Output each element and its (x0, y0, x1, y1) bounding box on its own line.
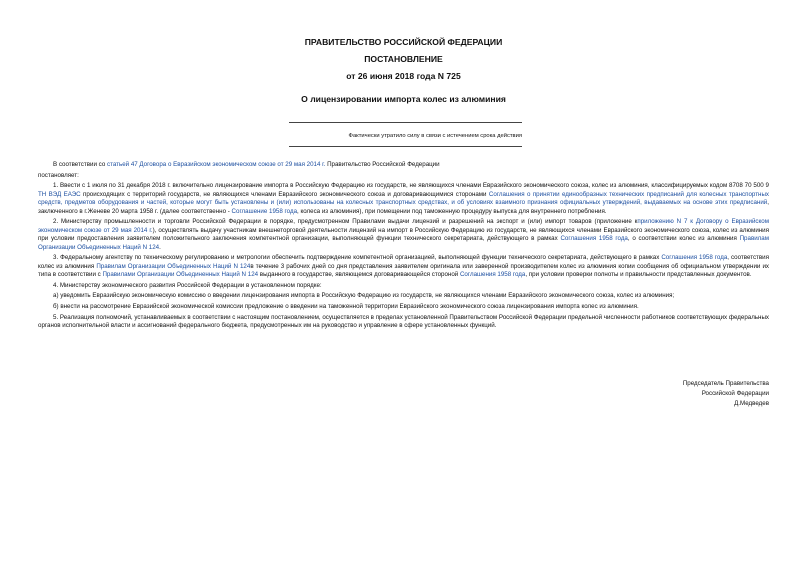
paragraph-text: Правительство Российской Федерации (325, 161, 440, 168)
paragraph-text: 4. Министерству экономического развития Российской Федерации в установленном порядке: (53, 281, 322, 289)
legal-reference-link[interactable]: ТН ВЭД ЕАЭС (38, 190, 81, 198)
legal-reference-link[interactable]: Соглашения 1958 года (661, 254, 728, 262)
document-body (38, 161, 769, 333)
paragraph-text: , соответствия колес из алюминия (38, 254, 769, 270)
paragraph-text: в течение 3 рабочих дней со дня представления заявителем оригинала или заверенной производителем колес из алюминия копии сообщения об официальном утверждении их типа в соответствии с (38, 262, 770, 279)
body-paragraph (38, 303, 769, 311)
body-paragraph (38, 182, 769, 216)
body-paragraph (38, 314, 769, 331)
paragraph-text: , заключенного в г.Женеве 20 марта 1958 г. (далее соответственно - (38, 199, 769, 215)
paragraph-text: а) уведомить Евразийскую экономическую комиссию о введении лицензирования импорта в Российскую Федерацию из государств, не являющихся членами Евразийского экономического союза, колес из алюминия; (53, 292, 675, 300)
divider-top (289, 122, 522, 123)
legal-reference-link[interactable]: Правилам Организации Объединенных Наций N 124 (96, 262, 251, 270)
paragraph-text: , колеса из алюминия), при помещении под таможенную процедуру выпуска для внутреннего потребления. (297, 207, 607, 215)
signature-block (569, 379, 769, 410)
body-paragraph (38, 292, 769, 300)
legal-reference-link[interactable]: Соглашения 1958 года (560, 235, 628, 243)
paragraph-text: происходящих с территорий государств, не являющихся членами Евразийского экономического союза и договаривающимися сторонами (80, 190, 489, 198)
document-type: ПОСТАНОВЛЕНИЕ (364, 54, 443, 64)
body-paragraph (38, 218, 769, 252)
signature-name: Д.Медведев (734, 400, 769, 408)
legal-reference-link[interactable]: Правилами Организации Объединенных Наций N 124 (102, 271, 259, 279)
legal-reference-link[interactable]: Соглашение 1958 года (231, 207, 298, 215)
paragraph-text: В соответствии со (53, 161, 107, 168)
paragraph-text: постановляет: (38, 171, 79, 179)
legal-reference-link[interactable]: Соглашения о принятии единообразных технических предписаний для колесных транспортных средств, предметов оборудования и частей, которые могут быть установлены и (или) использованы на колесных транспортных средствах, и об условиях взаимного признания официальных утверждений, выдаваемых на основе этих предписаний (38, 190, 770, 207)
paragraph-text: . (159, 243, 161, 251)
document-date-number: от 26 июня 2018 года N 725 (346, 71, 461, 81)
document-title: О лицензировании импорта колес из алюминия (301, 94, 506, 104)
paragraph-text: , о соответствии колес из алюминия (627, 235, 740, 243)
paragraph-text: 2. Министерству промышленности и торговли Российской Федерации в порядке, предусмотренном Правилами выдачи лицензий и разрешений на экспорт и (или) импорт товаров (приложение к (53, 218, 638, 226)
signature-title-line1: Председатель Правительства (682, 380, 769, 387)
paragraph-text: выданного в государстве, являющемся договаривающейся стороной (258, 271, 460, 279)
paragraph-text: 3. Федеральному агентству по техническому регулированию и метрологии обеспечить подтверждение компетентной организацией, выполняющей функции технического секретариата, действующего в рамках (53, 254, 662, 262)
paragraph-text: 1. Ввести с 1 июля по 31 декабря 2018 г. включительно лицензирование импорта в Российскую Федерацию из государств, не являющихся членами Евразийского экономического союза, колес из алюминия, классифицируемых кодом 8708 70 500 9 (53, 182, 769, 190)
body-paragraph (38, 172, 769, 180)
body-paragraph (38, 282, 769, 290)
legal-reference-link[interactable]: статьей 47 Договора о Евразийском экономическом союзе от 29 мая 2014 г. (106, 161, 326, 168)
signature-title-line2: Российской Федерации (701, 390, 769, 398)
body-paragraph (38, 254, 769, 279)
legal-reference-link[interactable]: Соглашения 1958 года (459, 271, 526, 279)
government-heading: ПРАВИТЕЛЬСТВО РОССИЙСКОЙ ФЕДЕРАЦИИ (304, 37, 503, 47)
legal-reference-link[interactable]: приложению N 7 к Договору о Евразийском экономическом союзе от 29 мая 2014 г. (38, 218, 769, 234)
body-paragraph (38, 161, 769, 169)
legal-reference-link[interactable]: Правилам Организации Объединенных Наций N 124 (38, 235, 769, 251)
divider-bottom (289, 146, 522, 147)
paragraph-text: ), осуществлять выдачу участникам внешнеторговой деятельности лицензий на импорт в Российскую Федерацию из государств, не являющихся членами Евразийского экономического союза, колес из алюминия при условии предоставления заявителем положительного заключения компетентной организации, выполняющей функции технического секретариата, действующего в рамках (38, 226, 769, 243)
paragraph-text: 5. Реализация полномочий, устанавливаемых в соответствии с настоящим постановлением, осуществляется в пределах установленной Правительством Российской Федерации предельной численности работников соответствующих федеральных органов исполнительной власти и ассигнований федерального бюджета, предусмотренных им на руководство и управление в сфере установленных функций. (38, 313, 769, 330)
paragraph-text: , при условии проверки полноты и правильности представленных документов. (525, 271, 752, 279)
status-note: Фактически утратило силу в связи с истечением срока действия (348, 133, 522, 139)
paragraph-text: б) внести на рассмотрение Евразийской экономической комиссии предложение о введении на таможенной территории Евразийского экономического союза лицензирования импорта колес из алюминия. (53, 303, 639, 311)
